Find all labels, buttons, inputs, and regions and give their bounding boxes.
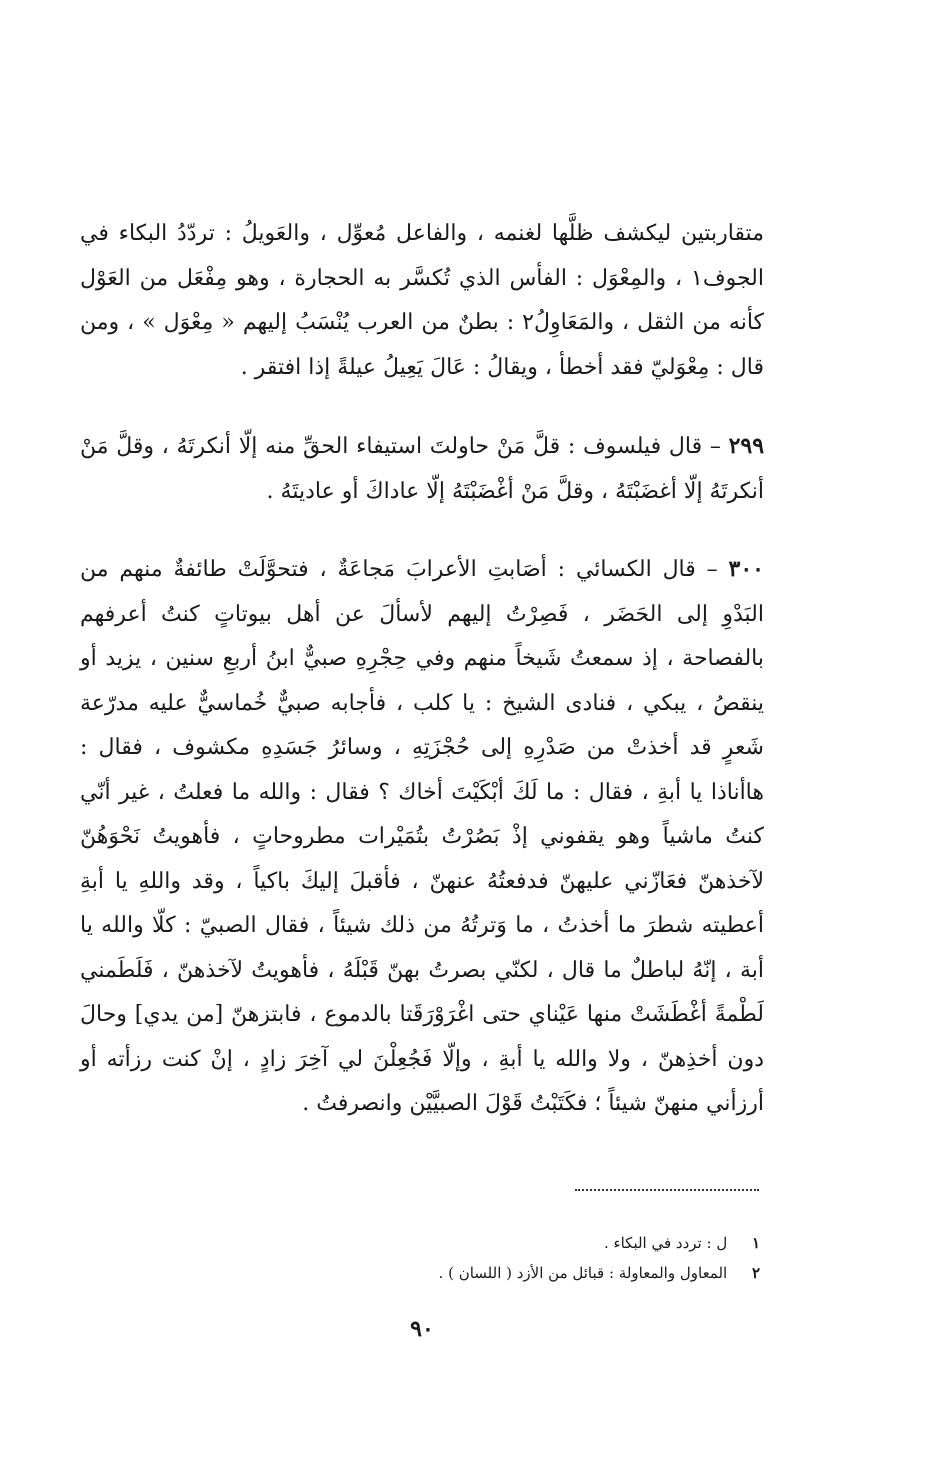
entry-number: ٢٩٩	[728, 433, 765, 459]
paragraph-entry-299	[80, 424, 764, 514]
entry-number: ٣٠٠	[728, 556, 764, 582]
footnote-separator	[575, 1189, 759, 1191]
footnote-text: ل : تردد في البكاء .	[604, 1234, 728, 1252]
paragraph-text: متقاربتين ليكشف ظلَّها لغنمه ، والفاعل مُعوِّل ، والعَويلُ : تردّدُ البكاء في الجوف١ ، والمِعْوَل : الفأس الذي تُكسَّر به الحجارة ، وهو مِفْعَل من العَوْل كأنه من الثقل ، والمَعَاوِلُ٢ : بطنٌ من العرب يُنْسَبُ إليهم « مِعْوَل » ، ومن قال : مِعْوَليّ فقد أخطأ ، ويقالُ : عَالَ يَعِيلُ عيلةً إذا افتقر .	[80, 221, 764, 380]
paragraph-continuation	[80, 212, 764, 390]
footnote-item	[80, 1258, 760, 1288]
footnote-number: ١	[751, 1234, 760, 1252]
footnotes-list	[80, 1228, 760, 1288]
entry-text: قال الكسائي : أصَابتِ الأعرابَ مَجاعَةٌ ، فتحوَّلَتْ طائفةٌ منهم من البَدْوِ إلى الحَضَر ، فَصِرْتُ إليهم لأسألَ عن أهل بيوتاتٍ كنتُ أعرفهم بالفصاحة ، إذ سمعتُ شَيخاً منهم وفي حِجْرِهِ صبيٌّ ابنُ أربعِ سنين ، يزيد أو ينقصُ ، يبكي ، فنادى الشيخ : يا كلب ، فأجابه صبيٌّ خُماسيٌّ عليه مدرّعة شَعرٍ قد أخذتْ من صَدْرِهِ إلى حُجْزَتِهِ ، وسائرُ جَسَدِهِ مكشوف ، فقال : هاأناذا يا أبةِ ، فقال : ما لَكَ أبْكَيْتَ أخاك ؟ فقال : والله ما فعلتُ ، غير أنّي كنتُ ماشياً وهو يقفوني إذْ بَصُرْتُ بتُمَيْرات مطروحاتٍ ، فأهويتُ نَحْوَهُنّ لآخذهنّ فعَازّني عليهنّ فدفعتُهُ عنهنّ ، فأقبلَ إليكَ باكياً ، وقد واللهِ يا أبةِ أعطيته شطرَ ما أخذتُ ، ما وَترتُهُ من ذلك شيئاً ، فقال الصبيّ : كلّا والله يا أبة ، إنّهُ لباطلٌ ما قال ، لكنّي بصرتُ بهنّ قَبْلَهُ ، فأهويتُ لآخذهنّ ، فَلَطَمني لَطْمةً أغْطَشَتْ منها عَيْناي حتى اغْرَوْرَقَتا بالدموع ، فابتزهنّ [من يدي] وحالَ دون أخذِهنّ ، ولا والله يا أبةِ ، وإلّا فَجُعِلْنَ لي آخِرَ زادٍ ، إنْ كنت رزأته أو أرزأني منهنّ شيئاً ؛ فكَتَبْتُ قَوْلَ الصبيَّيْن وانصرفتُ .	[80, 557, 764, 1116]
page-number: ٩٠	[410, 1316, 434, 1342]
entry-dash: –	[709, 434, 721, 459]
footnote-item	[80, 1228, 760, 1258]
entry-text: قال فيلسوف : قلَّ مَنْ حاولتَ استيفاء الحقِّ منه إلّا أنكرتَهُ ، وقلَّ مَنْ أنكرتَهُ إلّا أغضَبْتَهُ ، وقلَّ مَنْ أغْضَبْتَهُ إلّا عاداكَ أو عاديتَهُ .	[80, 434, 764, 504]
footnote-text: المعاول والمعاولة : قبائل من الأزد ( اللسان ) .	[438, 1264, 728, 1282]
paragraph-entry-300	[80, 547, 764, 1127]
footnote-number: ٢	[751, 1264, 760, 1282]
entry-dash: –	[706, 557, 718, 582]
